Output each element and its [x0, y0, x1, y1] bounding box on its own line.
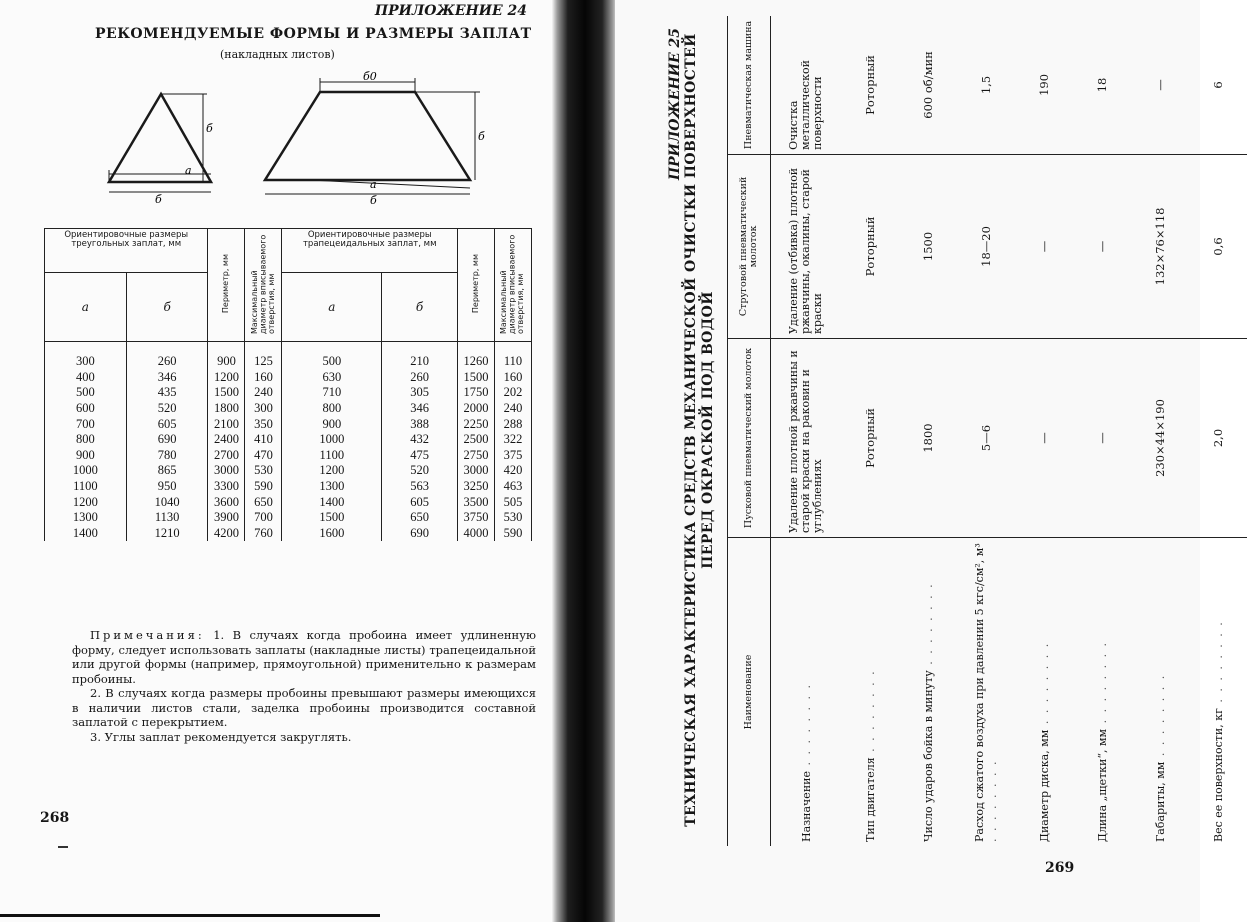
dash-mark [58, 846, 68, 848]
appendix-label: ПРИЛОЖЕНИЕ 24 [374, 3, 527, 19]
table-cell: 300 [45, 342, 127, 370]
table-cell: 760 [245, 526, 282, 542]
table-cell: 1000 [45, 463, 127, 479]
table-cell: 3500 [458, 494, 495, 510]
book-spine [552, 0, 618, 922]
table-cell: 410 [245, 432, 282, 448]
table-cell: 2100 [208, 416, 245, 432]
table-cell: 605 [126, 416, 208, 432]
table-cell: 605 [382, 494, 458, 510]
notes-block [72, 628, 536, 744]
table-cell: 2700 [208, 448, 245, 464]
col-tool-2: Струговой пневматический молоток [728, 154, 771, 338]
col-a-2: а [282, 273, 382, 342]
page-title: РЕКОМЕНДУЕМЫЕ ФОРМЫ И РАЗМЕРЫ ЗАПЛАТ [95, 26, 532, 42]
table-cell: 500 [45, 385, 127, 401]
table-cell: 1100 [45, 479, 127, 495]
table-cell: 388 [382, 416, 458, 432]
table-cell: 630 [282, 370, 382, 386]
table-cell: 1400 [45, 526, 127, 542]
table-cell: 3750 [458, 510, 495, 526]
table-cell: 500 [282, 342, 382, 370]
row-name [1189, 538, 1247, 847]
table-cell: 2250 [458, 416, 495, 432]
table-cell: 1500 [899, 154, 957, 338]
col-perimeter-2: Периметр, мм [458, 229, 495, 342]
table-cell: 305 [382, 385, 458, 401]
table-cell: 600 [45, 401, 127, 417]
table-cell: 400 [45, 370, 127, 386]
table-cell: 4000 [458, 526, 495, 542]
col-tool-3: Пневматическая машина [728, 16, 771, 154]
trap-label-b: б [478, 130, 485, 143]
table-cell: 6 [1189, 16, 1247, 154]
table-cell: — [1073, 338, 1131, 537]
leader-dots: . . . . . . . . [1095, 640, 1109, 729]
col-b-2: б [382, 273, 458, 342]
col-tool-1: Пусковой пневматический молоток [728, 338, 771, 537]
table-row [45, 432, 532, 448]
table-row [45, 494, 532, 510]
table-cell: 1100 [282, 448, 382, 464]
table-cell: 1800 [899, 338, 957, 537]
table-row [45, 448, 532, 464]
table-cell: 420 [495, 463, 532, 479]
table-cell: 240 [245, 385, 282, 401]
right-page [615, 0, 1225, 922]
col-diameter-2: Максимальный диаметр вписываемого отверстия, мм [495, 229, 532, 342]
table-cell: 240 [495, 401, 532, 417]
col-diameter-1: Максимальный диаметр вписываемого отверстия, мм [245, 229, 282, 342]
patch-shapes-figure [95, 70, 515, 205]
appendix-label-right: ПРИЛОЖЕНИЕ 25 [667, 28, 683, 181]
table-cell: 865 [126, 463, 208, 479]
leader-dots: . . . . . . . . [1211, 620, 1225, 709]
table-row [45, 510, 532, 526]
table-cell: 1130 [126, 510, 208, 526]
table-cell: 800 [282, 401, 382, 417]
table-row [45, 416, 532, 432]
table-cell: 3600 [208, 494, 245, 510]
table-cell: 1200 [45, 494, 127, 510]
table-cell: 590 [495, 526, 532, 542]
table-cell: 505 [495, 494, 532, 510]
table-cell: 520 [382, 463, 458, 479]
table-cell: 160 [495, 370, 532, 386]
table-cell: 432 [382, 432, 458, 448]
row-name [957, 538, 1015, 847]
table-cell: 690 [382, 526, 458, 542]
table-cell: — [1015, 154, 1073, 338]
table-cell: 1210 [126, 526, 208, 542]
tools-table [727, 16, 1247, 846]
table-row [771, 16, 842, 846]
row-name [1073, 538, 1131, 847]
page-subtitle: (накладных листов) [220, 48, 335, 61]
table-row [45, 370, 532, 386]
table-cell: 350 [245, 416, 282, 432]
table-cell: 563 [382, 479, 458, 495]
table-cell: 18 [1073, 16, 1131, 154]
leader-dots: . . . . . . . . [1037, 641, 1051, 730]
table-cell: 2750 [458, 448, 495, 464]
table-cell: 202 [495, 385, 532, 401]
table-cell: Роторный [841, 16, 899, 154]
col-b-1: б [126, 273, 208, 342]
row-name-text: Тип двигателя [863, 757, 877, 842]
table-cell: 110 [495, 342, 532, 370]
col-a-1: а [45, 273, 127, 342]
table-cell: 1300 [45, 510, 127, 526]
table-cell: 1400 [282, 494, 382, 510]
row-name-text: Вес ее поверхности, кг [1211, 708, 1225, 842]
row-name [841, 538, 899, 847]
note-3: 3. Углы заплат рекомендуется закруглять. [90, 729, 352, 744]
table-cell: 600 об/мин [899, 16, 957, 154]
col-perimeter-1: Периметр, мм [208, 229, 245, 342]
row-name-text: Габариты, мм [1153, 761, 1167, 842]
table-row [899, 16, 957, 846]
note-2: 2. В случаях когда размеры пробоины превышают размеры имеющихся в наличии листов стали, заделка пробоины производится составной заплатой с перекрытием. [72, 686, 536, 729]
leader-dots: . . . . . . . . [1153, 673, 1167, 762]
row-name-text: Число ударов бойка в минуту [921, 670, 935, 842]
table-cell: 710 [282, 385, 382, 401]
table-cell: 1040 [126, 494, 208, 510]
table-cell: 1600 [282, 526, 382, 542]
table-cell: 2,0 [1189, 338, 1247, 537]
row-name [771, 538, 842, 847]
table-cell: 260 [382, 370, 458, 386]
table-cell: 230×44×190 [1131, 338, 1189, 537]
trapezoid-patch [265, 78, 480, 194]
table-row [45, 479, 532, 495]
table-cell: 1000 [282, 432, 382, 448]
table-cell: 346 [382, 401, 458, 417]
table-cell: 125 [245, 342, 282, 370]
table-row [1073, 16, 1131, 846]
table-cell: 520 [126, 401, 208, 417]
table-row [957, 16, 1015, 846]
table-cell: 1500 [208, 385, 245, 401]
row-name-text: Диаметр диска, мм [1037, 729, 1051, 842]
table-cell: 288 [495, 416, 532, 432]
table-cell: Роторный [841, 338, 899, 537]
leader-dots: . . . . . . . . [799, 683, 813, 771]
table-cell: 1500 [458, 370, 495, 386]
table-cell: 2500 [458, 432, 495, 448]
table-row [45, 401, 532, 417]
table-cell: 1750 [458, 385, 495, 401]
col-name: Наименование [728, 538, 771, 847]
table-cell: 590 [245, 479, 282, 495]
table-cell: Роторный [841, 154, 899, 338]
table-row [1189, 16, 1247, 846]
row-name-text: Назначение [799, 771, 813, 842]
row-name-text: Длина „щетки“, мм [1095, 728, 1109, 842]
table-cell: 530 [245, 463, 282, 479]
table-cell: 18—20 [957, 154, 1015, 338]
table-cell: 346 [126, 370, 208, 386]
table-cell: 210 [382, 342, 458, 370]
group-header-trapezoid: Ориентировочные размеры трапецеидальных заплат, мм [282, 229, 458, 273]
table-row [45, 463, 532, 479]
table-cell: 650 [245, 494, 282, 510]
trap-label-a: а [370, 178, 377, 191]
table-cell: 800 [45, 432, 127, 448]
table-cell: 3300 [208, 479, 245, 495]
rotated-content [615, 0, 1225, 890]
table-cell: 260 [126, 342, 208, 370]
table-cell: 1500 [282, 510, 382, 526]
table-row [1131, 16, 1189, 846]
row-name [1015, 538, 1073, 847]
leader-dots: . . . . . . . . [986, 759, 999, 842]
tri-label-b: б [155, 193, 162, 206]
leader-dots: . . . . . . . . [921, 582, 935, 671]
table-cell: 132×76×118 [1131, 154, 1189, 338]
table-cell: Очистка металлической поверхности [771, 16, 842, 154]
table-cell: — [1131, 16, 1189, 154]
note-1: 1. В случаях когда пробоина имеет удлиненную форму, следует использовать заплаты (накладные листы) трапецеидальной или другой формы (например, прямоугольной) применительно к размерам пробоины. [72, 628, 537, 686]
table-cell: 700 [245, 510, 282, 526]
table-cell: 463 [495, 479, 532, 495]
trap-label-b0: б0 [363, 70, 377, 83]
table-cell: 1300 [282, 479, 382, 495]
row-name [899, 538, 957, 847]
table-cell: 190 [1015, 16, 1073, 154]
table-cell: Удаление плотной ржавчины и старой краски на раковин и углублениях [771, 338, 842, 537]
table-cell: 1260 [458, 342, 495, 370]
table-cell: 1200 [282, 463, 382, 479]
table-row [45, 526, 532, 542]
table-row [45, 385, 532, 401]
tri-label-a: a [185, 164, 192, 177]
tools-body [771, 16, 1247, 846]
table-cell: 1800 [208, 401, 245, 417]
table-cell: 780 [126, 448, 208, 464]
left-page [0, 0, 555, 922]
table-cell: — [1015, 338, 1073, 537]
patch-sizes-table [44, 228, 532, 541]
row-name-text: Расход сжатого воздуха при давлении 5 кгс/см², м³ [973, 543, 986, 842]
table-cell: 1,5 [957, 16, 1015, 154]
table-cell: 3900 [208, 510, 245, 526]
table-cell: 322 [495, 432, 532, 448]
table-cell: 470 [245, 448, 282, 464]
table-cell: 2400 [208, 432, 245, 448]
tri-label-side: б [206, 122, 213, 135]
table-cell: 690 [126, 432, 208, 448]
table-cell: Удаление (отбивка) плотной ржавчины, окалины, старой краски [771, 154, 842, 338]
page-number-left: 268 [40, 810, 70, 826]
table-row [1015, 16, 1073, 846]
table-cell: 435 [126, 385, 208, 401]
table-cell: 900 [282, 416, 382, 432]
table-cell: 475 [382, 448, 458, 464]
table-cell: 300 [245, 401, 282, 417]
table-cell: 375 [495, 448, 532, 464]
table-cell: 950 [126, 479, 208, 495]
table-cell: 0,6 [1189, 154, 1247, 338]
table-cell: 3000 [208, 463, 245, 479]
table-cell: 700 [45, 416, 127, 432]
table-cell: — [1073, 154, 1131, 338]
row-name [1131, 538, 1189, 847]
table-cell: 1200 [208, 370, 245, 386]
triangle-patch [109, 94, 211, 192]
table-cell: 900 [45, 448, 127, 464]
page-title-right: ТЕХНИЧЕСКАЯ ХАРАКТЕРИСТИКА СРЕДСТВ МЕХАНИЧЕСКОЙ ОЧИСТКИ ПОВЕРХНОСТЕЙ ПЕРЕД ОКРАСКОЙ ПОД ВОДОЙ [683, 33, 716, 827]
table-cell: 3000 [458, 463, 495, 479]
group-header-triangle: Ориентировочные размеры треугольных заплат, мм [45, 229, 208, 273]
table-cell: 4200 [208, 526, 245, 542]
patch-sizes-body [45, 342, 532, 542]
table-cell: 650 [382, 510, 458, 526]
bottom-rule [0, 914, 380, 917]
table-row [841, 16, 899, 846]
table-cell: 900 [208, 342, 245, 370]
notes-heading: Примечания: [90, 628, 205, 642]
table-cell: 160 [245, 370, 282, 386]
table-row [45, 342, 532, 370]
page-number-right: 269 [1045, 860, 1075, 876]
leader-dots: . . . . . . . . [863, 669, 877, 758]
table-cell: 3250 [458, 479, 495, 495]
trap-label-side: б [370, 194, 377, 207]
table-cell: 530 [495, 510, 532, 526]
table-cell: 5—6 [957, 338, 1015, 537]
table-cell: 2000 [458, 401, 495, 417]
